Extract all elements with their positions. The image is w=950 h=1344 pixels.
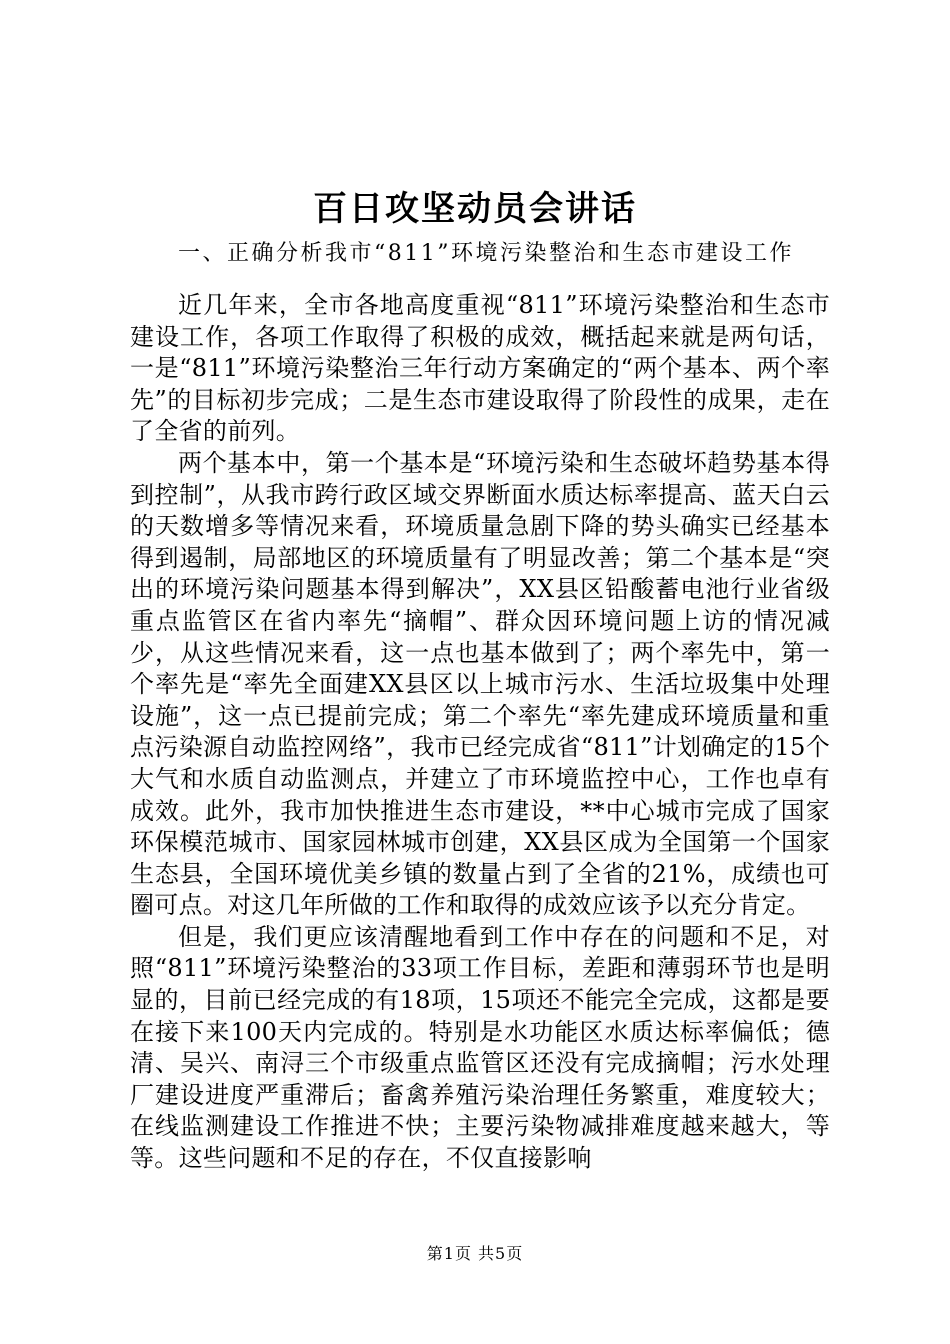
page-number-footer: 第1页 共5页: [426, 1244, 524, 1263]
paragraph: 近几年来，全市各地高度重视“811”环境污染整治和生态市建设工作，各项工作取得了积极的成效，概括起来就是两句话，一是“811”环境污染整治三年行动方案确定的“两个基本、两个率先”的目标初步完成；二是生态市建设取得了阶段性的成果，走在了全省的前列。: [130, 291, 830, 446]
document-title: 百日攻坚动员会讲话: [313, 189, 637, 229]
paragraph: 两个基本中，第一个基本是“环境污染和生态破坏趋势基本得到控制”，从我市跨行政区域交界断面水质达标率提高、蓝天白云的天数增多等情况来看，环境质量急剧下降的势头确实已经基本得到遏制，局部地区的环境质量有了明显改善；第二个基本是“突出的环境污染问题基本得到解决”，XX县区铅酸蓄电池行业省级重点监管区在省内率先“摘帽”、群众因环境问题上访的情况减少，从这些情况来看，这一点也基本做到了；两个率先中，第一个率先是“率先全面建XX县区以上城市污水、生活垃圾集中处理设施”，这一点已提前完成；第二个率先“率先建成环境质量和重点污染源自动监控网络”，我市已经完成省“811”计划确定的15个大气和水质自动监测点，并建立了市环境监控中心，工作也卓有成效。此外，我市加快推进生态市建设，**中心城市完成了国家环保模范城市、国家园林城市创建，XX县区成为全国第一个国家生态县，全国环境优美乡镇的数量占到了全省的21%，成绩也可圈可点。对这几年所做的工作和取得的成效应该予以充分肯定。: [130, 448, 830, 920]
paragraph: 但是，我们更应该清醒地看到工作中存在的问题和不足，对照“811”环境污染整治的33项工作目标，差距和薄弱环节也是明显的，目前已经完成的有18项，15项还不能完全完成，这都是要在接下来100天内完成的。特别是水功能区水质达标率偏低；德清、吴兴、南浔三个市级重点监管区还没有完成摘帽；污水处理厂建设进度严重滞后；畜禽养殖污染治理任务繁重，难度较大；在线监测建设工作推进不快；主要污染物减排难度越来越大，等等。这些问题和不足的存在，不仅直接影响: [130, 922, 830, 1173]
document-body: [130, 290, 830, 1175]
section-heading: 一、正确分析我市“811”环境污染整治和生态市建设工作: [178, 241, 794, 266]
